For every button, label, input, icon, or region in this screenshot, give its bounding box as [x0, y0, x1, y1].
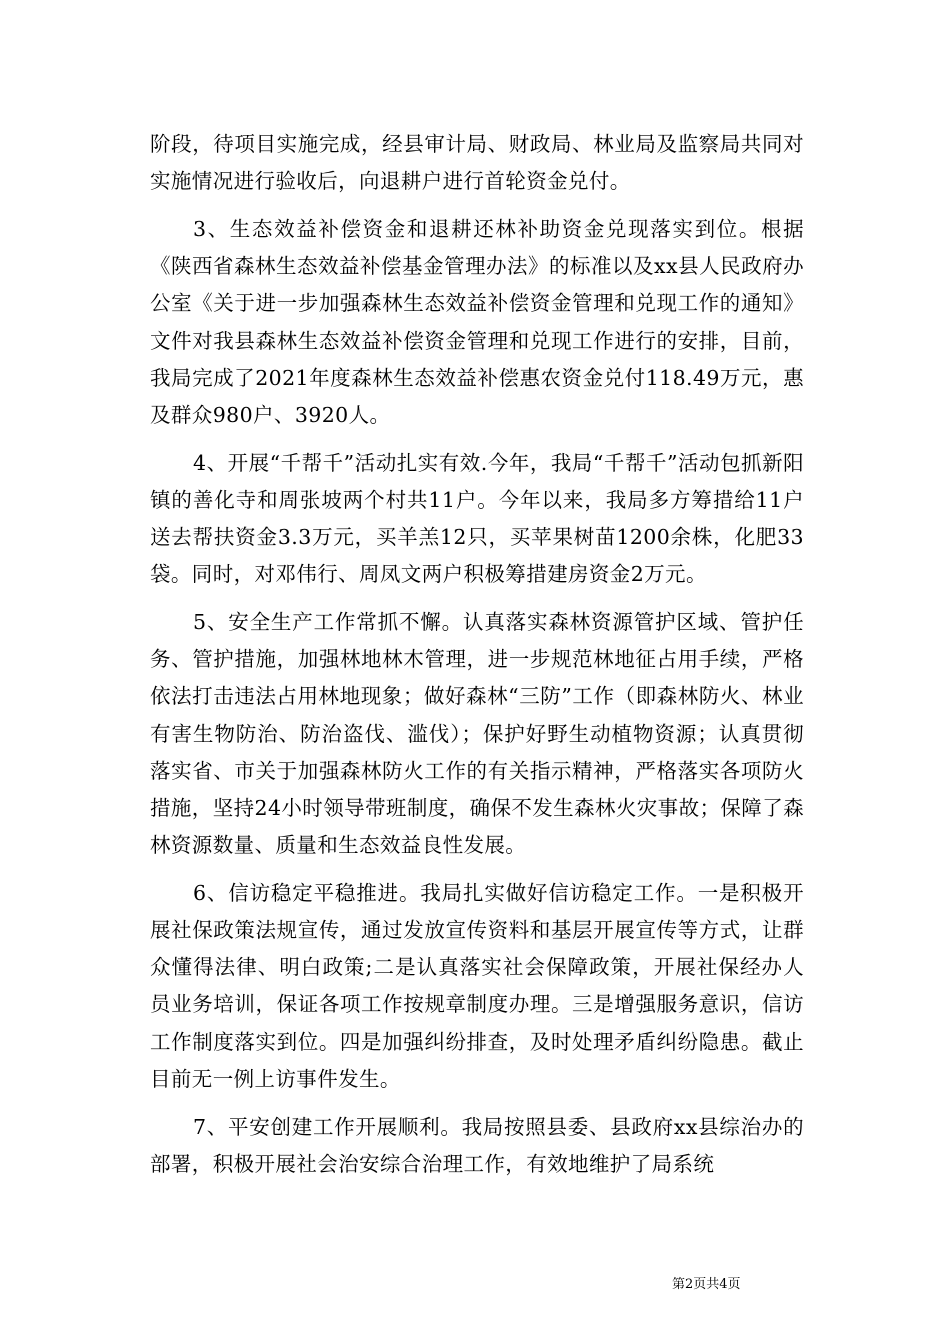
paragraph-continuation: 阶段，待项目实施完成，经县审计局、财政局、林业局及监察局共同对实施情况进行验收后，向退耕户进行首轮资金兑付。	[150, 132, 804, 194]
paragraph-item-4: 4、开展“千帮千”活动扎实有效.今年，我局“千帮千”活动包抓新阳镇的善化寺和周张坡两个村共11户。今年以来，我局多方筹措给11户送去帮扶资金3.3万元，买羊羔12只，买苹果树苗1200余株，化肥33袋。同时，对邓伟行、周凤文两户积极筹措建房资金2万元。	[150, 450, 804, 587]
paragraph-item-3: 3、生态效益补偿资金和退耕还林补助资金兑现落实到位。根据《陕西省森林生态效益补偿基金管理办法》的标准以及xx县人民政府办公室《关于进一步加强森林生态效益补偿资金管理和兑现工作的通知》文件对我县森林生态效益补偿资金管理和兑现工作进行的安排，目前，我局完成了2021年度森林生态效益补偿惠农资金兑付118.49万元，惠及群众980户、3920人。	[150, 216, 804, 427]
document-body	[150, 126, 804, 1183]
paragraph-item-6: 6、信访稳定平稳推进。我局扎实做好信访稳定工作。一是积极开展社保政策法规宣传，通过发放宣传资料和基层开展宣传等方式，让群众懂得法律、明白政策;二是认真落实社会保障政策，开展社保经办人员业务培训，保证各项工作按规章制度办理。三是增强服务意识，信访工作制度落实到位。四是加强纠纷排查，及时处理矛盾纠纷隐患。截止目前无一例上访事件发生。	[150, 880, 804, 1091]
page-number-footer: 第2页共4页	[672, 1277, 741, 1292]
paragraph-item-5: 5、安全生产工作常抓不懈。认真落实森林资源管护区域、管护任务、管护措施，加强林地林木管理，进一步规范林地征占用手续，严格依法打击违法占用林地现象；做好森林“三防”工作（即森林防火、林业有害生物防治、防治盗伐、滥伐）；保护好野生动植物资源；认真贯彻落实省、市关于加强森林防火工作的有关指示精神，严格落实各项防火措施，坚持24小时领导带班制度，确保不发生森林火灾事故；保障了森林资源数量、质量和生态效益良性发展。	[150, 609, 804, 858]
paragraph-item-7: 7、平安创建工作开展顺利。我局按照县委、县政府xx县综治办的部署，积极开展社会治安综合治理工作，有效地维护了局系统	[150, 1114, 804, 1176]
